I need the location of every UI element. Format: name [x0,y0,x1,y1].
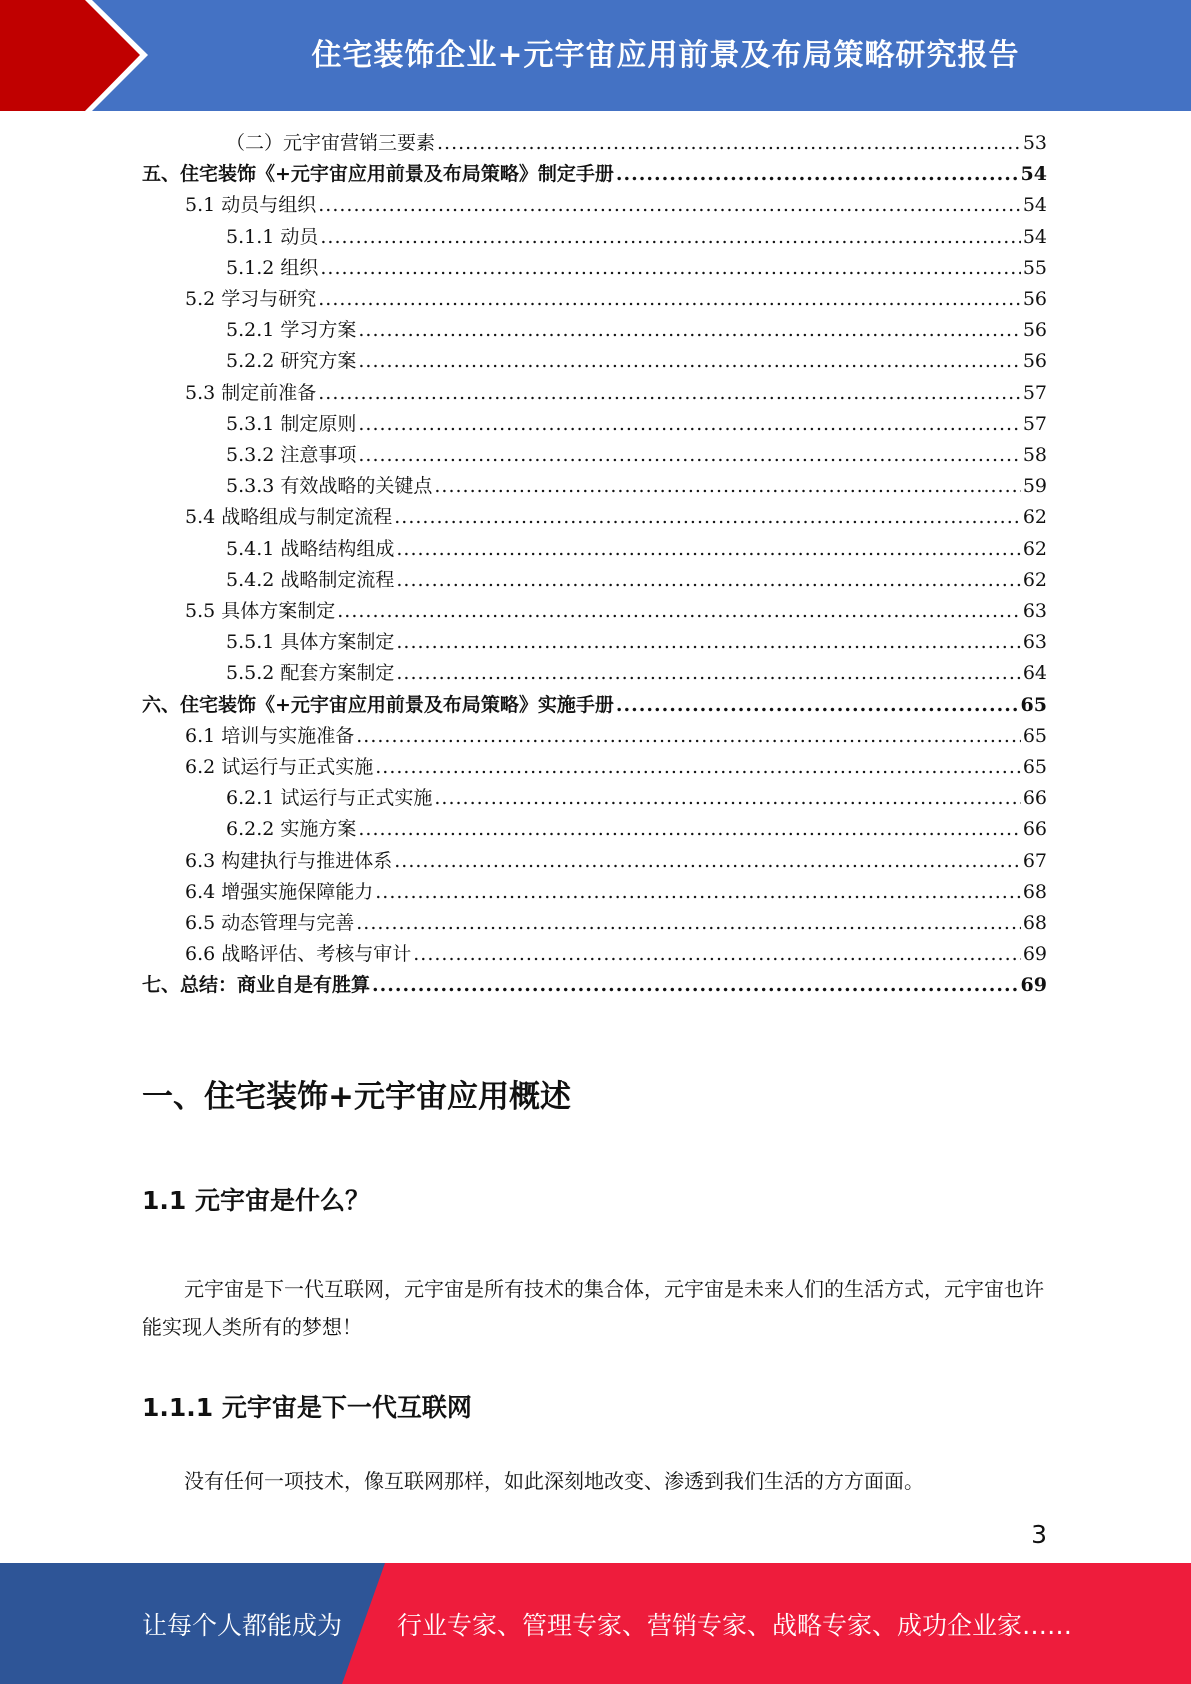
toc-entry-page: 54 [1020,163,1047,186]
toc-leader-dots [337,600,1021,622]
footer-slogan-left: 让每个人都能成为 [142,1611,343,1640]
toc-entry[interactable] [185,877,1047,908]
toc-entry-page: 66 [1022,818,1047,841]
toc-entry-label: 5.4 战略组成与制定流程 [185,506,393,529]
toc-entry-label: 5.3 制定前准备 [185,381,317,404]
toc-entry[interactable] [226,783,1047,814]
body-paragraph: 元宇宙是下一代互联网，元宇宙是所有技术的集合体，元宇宙是未来人们的生活方式，元宇宙也许能实现人类所有的梦想！ [142,1277,1044,1339]
body-paragraph: 没有任何一项技术，像互联网那样，如此深刻地改变、渗透到我们生活的方方面面。 [184,1469,924,1493]
toc-leader-dots [434,787,1020,809]
toc-entry[interactable] [226,346,1047,377]
toc-leader-dots [413,943,1021,965]
toc-leader-dots [318,194,1021,216]
toc-entry[interactable] [226,627,1047,658]
toc-leader-dots [437,132,1021,154]
toc-entry[interactable] [226,534,1047,565]
toc-entry[interactable] [226,128,1047,159]
toc-entry-page: 62 [1022,537,1047,560]
toc-leader-dots [372,974,1019,996]
toc-entry-label: 6.5 动态管理与完善 [185,912,355,934]
toc-entry-page: 69 [1020,974,1047,997]
toc-entry-page: 53 [1022,132,1047,154]
header-title: 住宅装饰企业+元宇宙应用前景及布局策略研究报告 [311,38,1020,73]
page-number: 3 [1031,1520,1047,1549]
toc-entry-label: 七、总结：商业自是有胜算 [142,974,371,997]
toc-leader-dots [616,163,1019,185]
toc-entry-page: 54 [1022,194,1047,217]
toc-entry-page: 56 [1022,350,1047,373]
toc-entry-page: 59 [1022,475,1047,498]
toc-entry[interactable] [142,970,1047,1001]
toc-leader-dots [318,382,1021,404]
toc-entry[interactable] [142,159,1047,190]
toc-entry-label: 5.3.1 制定原则 [226,412,357,435]
toc-entry[interactable] [185,378,1047,409]
toc-entry-label: 5.3.2 注意事项 [226,444,357,466]
toc-entry-page: 62 [1022,506,1047,529]
toc-entry[interactable] [185,502,1047,533]
toc-entry[interactable] [142,690,1047,721]
toc-entry[interactable] [185,596,1047,627]
toc-leader-dots [320,226,1020,248]
toc-entry[interactable] [226,409,1047,440]
toc-entry[interactable] [185,908,1047,939]
section-heading: 一、住宅装饰+元宇宙应用概述 [142,1079,571,1115]
toc-entry[interactable] [226,440,1047,471]
toc-leader-dots [394,850,1021,872]
toc-entry-label: 6.2.1 试运行与正式实施 [226,787,433,810]
footer-slogan-right: 行业专家、管理专家、营销专家、战略专家、成功企业家…… [397,1611,1073,1640]
toc-entry-page: 57 [1022,381,1047,404]
toc-entry-page: 66 [1022,787,1047,810]
toc-leader-dots [616,694,1019,716]
toc-entry-label: 6.1 培训与实施准备 [185,724,355,747]
toc-entry-label: 5.5.2 配套方案制定 [226,662,395,685]
toc-entry[interactable] [226,471,1047,502]
toc-entry-label: 五、住宅装饰《+元宇宙应用前景及布局策略》制定手册 [142,163,614,186]
toc-entry[interactable] [226,315,1047,346]
toc-entry-label: 5.5.1 具体方案制定 [226,631,395,654]
toc-entry-page: 57 [1022,412,1047,435]
toc-entry-label: 5.4.2 战略制定流程 [226,568,395,591]
toc-entry[interactable] [185,846,1047,877]
toc-entry-label: 六、住宅装饰《+元宇宙应用前景及布局策略》实施手册 [142,693,614,716]
toc-entry-label: 5.3.3 有效战略的关键点 [226,475,433,498]
page-header [0,0,1191,111]
toc-entry-page: 63 [1022,631,1047,654]
toc-entry-page: 62 [1022,568,1047,591]
toc-entry-page: 56 [1022,319,1047,342]
toc-entry[interactable] [185,190,1047,221]
toc-entry-page: 68 [1022,880,1047,903]
toc-leader-dots [358,818,1020,840]
toc-entry[interactable] [226,658,1047,689]
toc-leader-dots [396,662,1020,684]
toc-leader-dots [320,257,1020,279]
toc-entry-page: 65 [1022,756,1047,778]
toc-leader-dots [318,288,1021,310]
toc-entry-label: 6.2.2 实施方案 [226,818,357,841]
toc-entry[interactable] [185,721,1047,752]
toc-leader-dots [396,569,1020,591]
toc-entry-label: 6.3 构建执行与推进体系 [185,849,393,872]
toc-entry[interactable] [185,939,1047,970]
toc-entry-label: 5.2.2 研究方案 [226,350,357,373]
page-footer [0,1563,1191,1684]
subsection-heading: 1.1 元宇宙是什么？ [142,1186,370,1215]
toc-entry-page: 56 [1022,288,1047,310]
subsubsection-heading: 1.1.1 元宇宙是下一代互联网 [142,1393,472,1422]
toc-entry-label: 5.1.1 动员 [226,225,319,248]
toc-entry[interactable] [226,565,1047,596]
toc-entry-label: （二）元宇宙营销三要素 [226,132,436,154]
toc-leader-dots [358,444,1020,466]
toc-entry-label: 6.6 战略评估、考核与审计 [185,943,412,966]
toc-entry-page: 65 [1022,724,1047,747]
toc-entry-label: 6.4 增强实施保障能力 [185,880,374,903]
toc-leader-dots [396,631,1020,653]
toc-entry-label: 5.1.2 组织 [226,256,319,279]
toc-leader-dots [358,319,1020,341]
toc-leader-dots [358,413,1020,435]
toc-leader-dots [396,538,1020,560]
toc-entry-page: 69 [1022,943,1047,966]
toc-entry-page: 65 [1020,693,1047,716]
toc-leader-dots [356,725,1021,747]
toc-leader-dots [375,756,1021,778]
toc-entry-page: 54 [1022,225,1047,248]
toc-entry-page: 63 [1022,600,1047,622]
toc-entry-page: 67 [1022,849,1047,872]
toc-entry-page: 68 [1022,912,1047,934]
toc-entry[interactable] [226,253,1047,284]
toc-entry[interactable] [226,814,1047,845]
toc-entry-label: 5.4.1 战略结构组成 [226,537,395,560]
toc-entry-label: 5.5 具体方案制定 [185,600,336,622]
toc-entry-label: 5.1 动员与组织 [185,194,317,217]
toc-entry-page: 58 [1022,444,1047,466]
toc-entry-page: 64 [1022,662,1047,685]
toc-leader-dots [394,506,1021,528]
toc-entry[interactable] [185,284,1047,315]
toc-entry-label: 5.2.1 学习方案 [226,319,357,342]
toc-entry-page: 55 [1022,256,1047,279]
toc-entry[interactable] [226,222,1047,253]
toc-entry-label: 5.2 学习与研究 [185,288,317,310]
toc-leader-dots [375,881,1021,903]
toc-leader-dots [434,475,1020,497]
toc-entry[interactable] [185,752,1047,783]
toc-leader-dots [356,912,1021,934]
toc-entry-label: 6.2 试运行与正式实施 [185,756,374,778]
toc-leader-dots [358,350,1020,372]
